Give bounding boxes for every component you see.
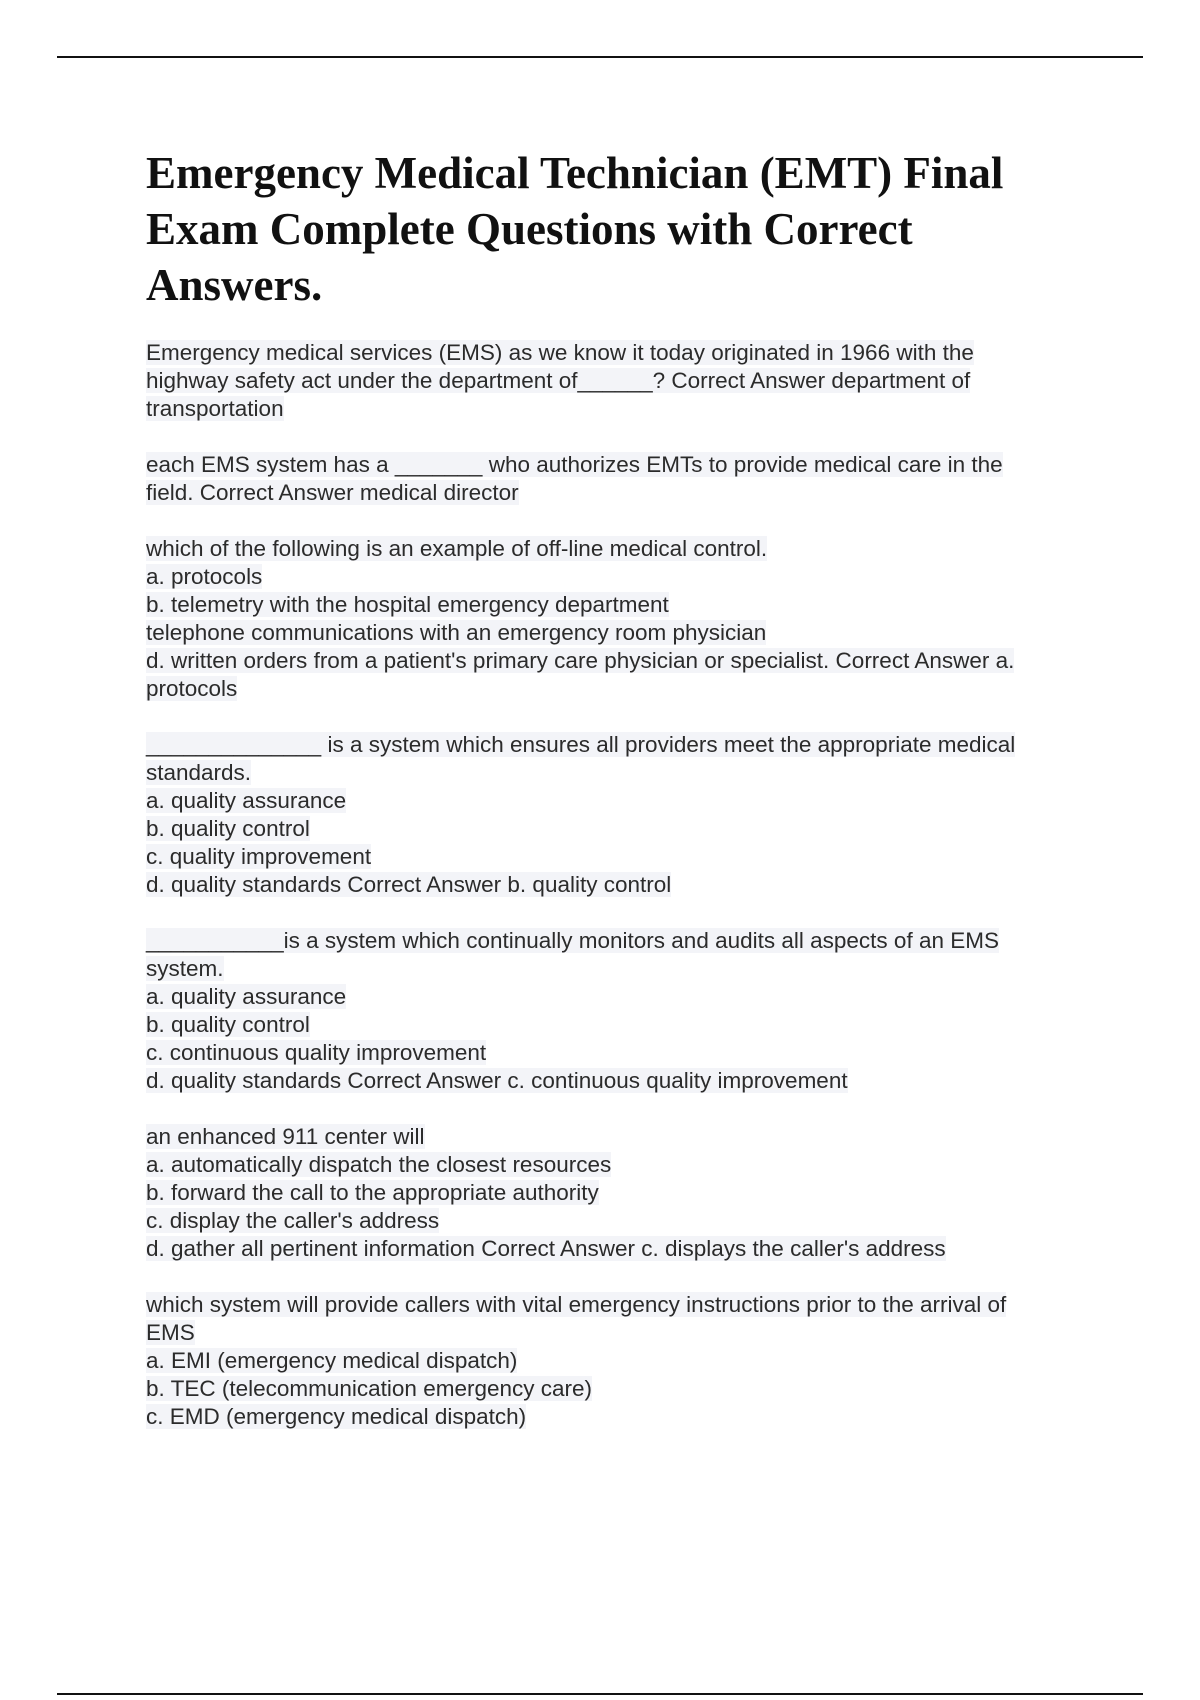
question-line-text: d. written orders from a patient's primary care physician or specialist. Correct Answer a. — [146, 648, 1015, 673]
question-line-text: standards. — [146, 760, 252, 785]
question-line-text: b. telemetry with the hospital emergency department — [146, 592, 669, 617]
question-line — [146, 451, 1086, 479]
question-line — [146, 843, 1086, 871]
question-line — [146, 647, 1086, 675]
question-line-text: d. gather all pertinent information Correct Answer c. displays the caller's address — [146, 1236, 946, 1261]
question-line — [146, 815, 1086, 843]
question-line-text: b. TEC (telecommunication emergency care) — [146, 1376, 593, 1401]
question-line — [146, 367, 1086, 395]
question-line — [146, 927, 1086, 955]
question-block — [146, 731, 1086, 899]
question-line — [146, 1291, 1086, 1319]
question-line-text: a. quality assurance — [146, 788, 347, 813]
question-line-text: d. quality standards Correct Answer b. quality control — [146, 872, 672, 897]
question-line-text: b. quality control — [146, 816, 310, 841]
question-line — [146, 1179, 1086, 1207]
question-line — [146, 675, 1086, 703]
question-line-text: b. forward the call to the appropriate authority — [146, 1180, 599, 1205]
question-line — [146, 983, 1086, 1011]
question-line-text: a. automatically dispatch the closest resources — [146, 1152, 612, 1177]
question-line — [146, 1375, 1086, 1403]
question-line-text: which of the following is an example of off-line medical control. — [146, 536, 768, 561]
question-line-text: an enhanced 911 center will — [146, 1124, 425, 1149]
question-block — [146, 1123, 1086, 1263]
question-line-text: a. quality assurance — [146, 984, 347, 1009]
question-line — [146, 955, 1086, 983]
question-line-text: system. — [146, 956, 224, 981]
question-line-text: highway safety act under the department of______? Correct Answer department of — [146, 368, 971, 393]
question-line-text: a. EMI (emergency medical dispatch) — [146, 1348, 518, 1373]
question-line — [146, 1151, 1086, 1179]
question-line — [146, 1347, 1086, 1375]
question-line-text: ___________is a system which continually monitors and audits all aspects of an EMS — [146, 928, 999, 953]
question-line — [146, 1207, 1086, 1235]
question-line — [146, 787, 1086, 815]
question-line-text: c. EMD (emergency medical dispatch) — [146, 1404, 527, 1429]
question-line — [146, 1403, 1086, 1431]
question-line-text: ______________ is a system which ensures all providers meet the appropriate medical — [146, 732, 1016, 757]
question-line — [146, 1039, 1086, 1067]
question-line-text: transportation — [146, 396, 284, 421]
question-line — [146, 871, 1086, 899]
question-line-text: c. quality improvement — [146, 844, 372, 869]
question-line — [146, 535, 1086, 563]
question-line-text: telephone communications with an emergency room physician — [146, 620, 767, 645]
question-line — [146, 591, 1086, 619]
question-line-text: Emergency medical services (EMS) as we know it today originated in 1966 with the — [146, 340, 974, 365]
top-rule — [57, 56, 1143, 58]
question-block — [146, 1291, 1086, 1431]
question-line — [146, 395, 1086, 423]
question-line — [146, 479, 1086, 507]
document-body — [146, 145, 1086, 1459]
question-block — [146, 339, 1086, 423]
question-line — [146, 619, 1086, 647]
question-line-text: which system will provide callers with vital emergency instructions prior to the arrival of — [146, 1292, 1007, 1317]
question-line — [146, 1319, 1086, 1347]
document-title: Emergency Medical Technician (EMT) Final Exam Complete Questions with Correct Answers. — [146, 148, 1004, 310]
question-line — [146, 1067, 1086, 1095]
question-line-text: field. Correct Answer medical director — [146, 480, 519, 505]
question-line — [146, 1235, 1086, 1263]
question-line — [146, 339, 1086, 367]
question-line-text: protocols — [146, 676, 238, 701]
bottom-rule — [57, 1693, 1143, 1695]
question-line — [146, 1123, 1086, 1151]
question-block — [146, 451, 1086, 507]
question-line-text: EMS — [146, 1320, 195, 1345]
question-line-text: c. continuous quality improvement — [146, 1040, 487, 1065]
question-block — [146, 535, 1086, 703]
question-line-text: d. quality standards Correct Answer c. continuous quality improvement — [146, 1068, 848, 1093]
question-line — [146, 1011, 1086, 1039]
question-list — [146, 339, 1086, 1431]
question-line-text: c. display the caller's address — [146, 1208, 440, 1233]
question-line — [146, 731, 1086, 759]
question-line-text: a. protocols — [146, 564, 263, 589]
question-line — [146, 563, 1086, 591]
question-line-text: b. quality control — [146, 1012, 310, 1037]
question-block — [146, 927, 1086, 1095]
question-line-text: each EMS system has a _______ who authorizes EMTs to provide medical care in the — [146, 452, 1003, 477]
question-line — [146, 759, 1086, 787]
